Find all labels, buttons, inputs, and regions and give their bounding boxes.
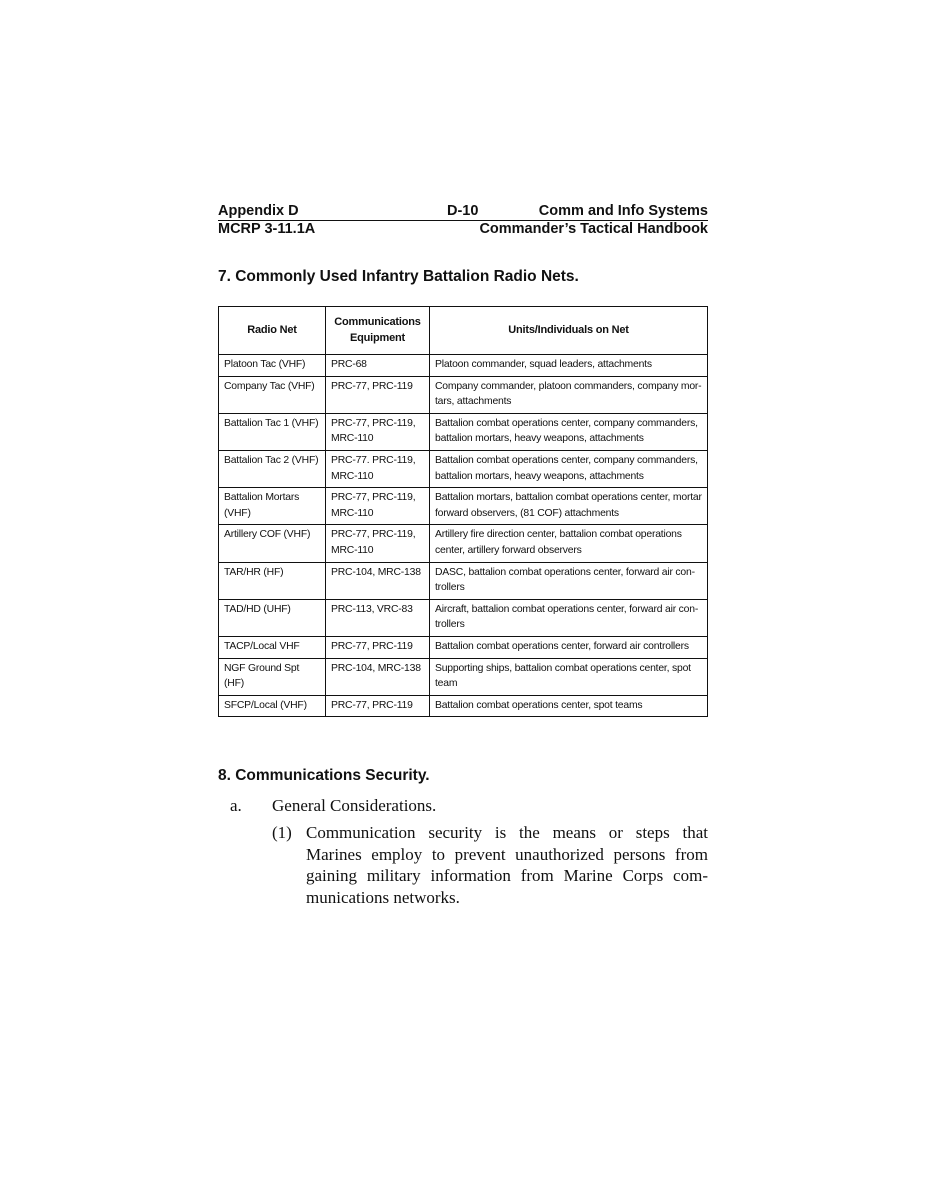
table-row [219, 695, 708, 717]
cell-equipment: PRC-68 [326, 355, 430, 377]
publication-title: Commander’s Tactical Handbook [479, 221, 708, 237]
section-7-title: 7. Commonly Used Infantry Battalion Radio Nets. [218, 268, 579, 285]
appendix-label: Appendix D [218, 203, 299, 219]
cell-equipment: PRC-77, PRC-119 [326, 376, 430, 413]
cell-equipment: PRC-77. PRC-119, MRC-110 [326, 450, 430, 487]
cell-radio-net: Company Tac (VHF) [219, 376, 326, 413]
cell-units: Artillery fire direction center, battalion combat operations center, artillery forward observers [430, 525, 708, 562]
cell-units: Battalion combat operations center, spot teams [430, 695, 708, 717]
cell-radio-net: Platoon Tac (VHF) [219, 355, 326, 377]
paragraph-1 [272, 822, 708, 908]
page-number: D-10 [447, 203, 479, 219]
paragraph-a-number: a. [230, 796, 242, 815]
cell-equipment: PRC-77, PRC-119 [326, 695, 430, 717]
cell-equipment: PRC-104, MRC-138 [326, 562, 430, 599]
cell-units: DASC, battalion combat operations center, forward air con-trollers [430, 562, 708, 599]
table-row [219, 562, 708, 599]
cell-units: Battalion mortars, battalion combat operations center, mortar forward observers, (81 COF) attachments [430, 488, 708, 525]
radio-nets-table [218, 306, 708, 717]
table-row [219, 376, 708, 413]
column-header-units: Units/Individuals on Net [430, 307, 708, 355]
cell-radio-net: TAR/HR (HF) [219, 562, 326, 599]
cell-radio-net: TAD/HD (UHF) [219, 599, 326, 636]
cell-equipment: PRC-77, PRC-119, MRC-110 [326, 525, 430, 562]
table-row [219, 413, 708, 450]
table-row [219, 658, 708, 695]
cell-units: Supporting ships, battalion combat operations center, spot team [430, 658, 708, 695]
cell-radio-net: Battalion Tac 2 (VHF) [219, 450, 326, 487]
cell-equipment: PRC-77, PRC-119 [326, 636, 430, 658]
cell-equipment: PRC-77, PRC-119, MRC-110 [326, 413, 430, 450]
table-header-row [219, 307, 708, 355]
table-row [219, 450, 708, 487]
cell-radio-net: NGF Ground Spt (HF) [219, 658, 326, 695]
table-row [219, 636, 708, 658]
cell-radio-net: Battalion Tac 1 (VHF) [219, 413, 326, 450]
paragraph-1-number: (1) [272, 823, 292, 842]
column-header-radio-net: Radio Net [219, 307, 326, 355]
cell-equipment: PRC-77, PRC-119, MRC-110 [326, 488, 430, 525]
paragraph-a-heading: General Considerations. [272, 796, 437, 815]
cell-radio-net: SFCP/Local (VHF) [219, 695, 326, 717]
table-row [219, 488, 708, 525]
cell-radio-net: TACP/Local VHF [219, 636, 326, 658]
cell-radio-net: Artillery COF (VHF) [219, 525, 326, 562]
table-row [219, 355, 708, 377]
cell-units: Aircraft, battalion combat operations center, forward air con-trollers [430, 599, 708, 636]
cell-units: Battalion combat operations center, forward air controllers [430, 636, 708, 658]
cell-units: Battalion combat operations center, company commanders, battalion mortars, heavy weapons, attachments [430, 413, 708, 450]
chapter-title: Comm and Info Systems [538, 203, 708, 219]
paragraph-1-text: Communication security is the means or steps that Marines employ to prevent unauthorized persons from gaining military information from Marine Corps com-munications networks. [306, 823, 708, 907]
cell-radio-net: Battalion Mortars (VHF) [219, 488, 326, 525]
cell-equipment: PRC-104, MRC-138 [326, 658, 430, 695]
table-row [219, 525, 708, 562]
cell-units: Battalion combat operations center, company commanders, battalion mortars, heavy weapons, attachments [430, 450, 708, 487]
running-header-top [218, 203, 708, 221]
paragraph-a [230, 795, 436, 817]
publication-id: MCRP 3-11.1A [218, 221, 316, 237]
cell-units: Company commander, platoon commanders, company mor-tars, attachments [430, 376, 708, 413]
column-header-equipment: Communications Equipment [326, 307, 430, 355]
table-row [219, 599, 708, 636]
cell-equipment: PRC-113, VRC-83 [326, 599, 430, 636]
section-8-title: 8. Communications Security. [218, 767, 430, 784]
cell-units: Platoon commander, squad leaders, attachments [430, 355, 708, 377]
